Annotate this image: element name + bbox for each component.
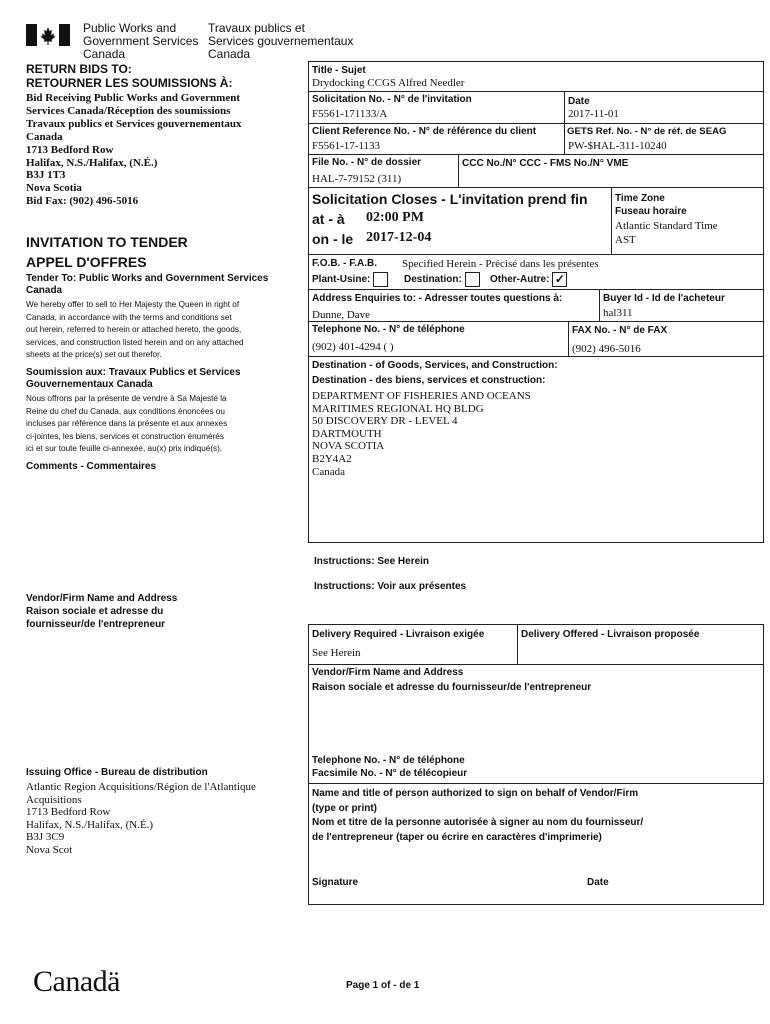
- time-zone-value: Atlantic Standard Time AST: [615, 220, 718, 246]
- solicitation-no-value: F5561-171133/A: [312, 108, 388, 120]
- title-value: Drydocking CCGS Alfred Needler: [312, 77, 465, 89]
- authorized-person-label: Name and title of person authorized to sign on behalf of Vendor/Firm (type or print) Nom et titre de la personne autorisée à signer au nom du fournisseur/ de l'entrepreneur (taper ou écrire en caractères d'imprimerie): [312, 788, 644, 843]
- title-label: Title - Sujet: [312, 65, 366, 76]
- fob-value: Specified Herein - Précisé dans les présentes: [402, 258, 599, 270]
- file-no-value: HAL-7-79152 (311): [312, 173, 402, 185]
- delivery-required-label: Delivery Required - Livraison exigée: [312, 629, 485, 640]
- other-autre-label: Other-Autre: ✓: [490, 272, 567, 287]
- destination-label: Destination:: [404, 272, 480, 287]
- vendor-firm-label-left: Vendor/Firm Name and Address Raison sociale et adresse du fournisseur/de l'entrepreneur: [26, 593, 178, 630]
- gets-ref-label: GETS Ref. No. - N° de réf. de SEAG: [567, 126, 727, 137]
- destination-address: DEPARTMENT OF FISHERIES AND OCEANS MARITIMES REGIONAL HQ BLDG 50 DISCOVERY DR - LEVEL 4 DARTMOUTH NOVA SCOTIA B2Y4A2 Canada: [312, 390, 531, 478]
- delivery-required-value: See Herein: [312, 647, 361, 659]
- return-bids-address: Bid Receiving Public Works and Government Services Canada/Réception des soumissions Travaux publics et Services gouvernementaux Canada 1713 Bedford Row Halifax, N.S./Halifax, (N.É.) B3J 1T3 Nova Scotia Bid Fax: (902) 496-5016: [26, 92, 242, 208]
- closing-time-value: 02:00 PM: [366, 210, 424, 225]
- buyer-id-value: hal311: [603, 307, 633, 319]
- solicitation-closes-title: Solicitation Closes - L'invitation prend fin: [312, 191, 588, 207]
- ccc-no-label: CCC No./N° CCC - FMS No./N° VME: [462, 158, 629, 169]
- destination-goods-label-en: Destination - of Goods, Services, and Construction:: [312, 360, 558, 371]
- client-reference-label: Client Reference No. - N° de référence du client: [312, 126, 537, 137]
- delivery-offered-label: Delivery Offered - Livraison proposée: [521, 629, 700, 640]
- checkmark-icon: ✓: [554, 272, 565, 286]
- plant-usine-label: Plant-Usine:: [312, 272, 388, 287]
- destination-goods-label-fr: Destination - des biens, services et construction:: [312, 375, 546, 386]
- vendor-firm-label: Vendor/Firm Name and Address: [312, 667, 464, 678]
- department-name-en: Public Works and Government Services Canada: [83, 21, 199, 61]
- signature-date-label: Date: [587, 877, 609, 888]
- soumission-offer-text: Nous offrons par la présente de vendre à Sa Majesté la Reine du chef du Canada, aux conditions énoncées ou incluses par référence dans la présente et aux annexes ci-jointes, les biens, services et construction énumérés ici et sur toute feuille ci-annexée, au(x) prix indiqué(s).: [26, 394, 228, 453]
- date-value: 2017-11-01: [568, 108, 619, 120]
- telephone-label: Telephone No. - N° de téléphone: [312, 324, 465, 335]
- page-number: Page 1 of - de 1: [346, 980, 420, 991]
- return-bids-heading: RETURN BIDS TO: RETOURNER LES SOUMISSIONS À:: [26, 62, 233, 90]
- instructions-en: Instructions: See Herein: [314, 556, 430, 567]
- canada-wordmark: Canadä: [33, 965, 120, 998]
- other-autre-checkbox[interactable]: [552, 272, 567, 287]
- address-enquiries-label: Address Enquiries to: - Adresser toutes questions à:: [312, 293, 563, 304]
- instructions-fr: Instructions: Voir aux présentes: [314, 581, 467, 592]
- destination-checkbox[interactable]: [465, 272, 480, 287]
- issuing-office-address: Atlantic Region Acquisitions/Région de l'Atlantique Acquisitions 1713 Bedford Row Halifax, N.S./Halifax, (N.É.) B3J 3C9 Nova Scot: [26, 781, 256, 856]
- vendor-telephone-label: Telephone No. - N° de téléphone: [312, 755, 465, 766]
- department-name-fr: Travaux publics et Services gouvernementaux Canada: [208, 21, 354, 61]
- solicitation-no-label: Solicitation No. - N° de l'invitation: [312, 94, 472, 105]
- tender-offer-text: We hereby offer to sell to Her Majesty the Queen in right of Canada, in accordance with the terms and conditions set out herein, referred to herein or attached hereto, the goods, services, and construction listed herein and on any attached sheets at the price(s) set out therefor.: [26, 300, 244, 359]
- canada-flag-logo: [26, 24, 70, 46]
- time-zone-label: Time Zone Fuseau horaire: [615, 193, 687, 217]
- vendor-firm-label-fr: Raison sociale et adresse du fournisseur/de l'entrepreneur: [312, 682, 592, 693]
- fax-label: FAX No. - N° de FAX: [572, 325, 668, 336]
- comments-label: Comments - Commentaires: [26, 461, 157, 472]
- buyer-id-label: Buyer Id - Id de l'acheteur: [603, 293, 725, 304]
- invitation-title: INVITATION TO TENDER APPEL D'OFFRES: [26, 234, 188, 270]
- plant-usine-checkbox[interactable]: [373, 272, 388, 287]
- tender-to-label: Tender To: Public Works and Government Services Canada: [26, 273, 269, 296]
- fax-value: (902) 496-5016: [572, 343, 641, 355]
- file-no-label: File No. - N° de dossier: [312, 157, 422, 168]
- telephone-value: (902) 401-4294 ( ): [312, 341, 394, 353]
- closing-at-label: at - à: [312, 211, 345, 227]
- date-label: Date: [568, 96, 590, 107]
- gets-ref-value: PW-$HAL-311-10240: [568, 140, 667, 152]
- soumission-label: Soumission aux: Travaux Publics et Services Gouvernementaux Canada: [26, 367, 241, 390]
- client-reference-value: F5561-17-1133: [312, 140, 381, 152]
- closing-date-value: 2017-12-04: [366, 230, 432, 245]
- signature-label: Signature: [312, 877, 359, 888]
- fob-label: F.O.B. - F.A.B.: [312, 258, 377, 269]
- address-enquiries-value: Dunne, Dave: [312, 309, 371, 321]
- issuing-office-label: Issuing Office - Bureau de distribution: [26, 767, 208, 778]
- closing-on-label: on - le: [312, 231, 354, 247]
- vendor-facsimile-label: Facsimile No. - N° de télécopieur: [312, 768, 468, 779]
